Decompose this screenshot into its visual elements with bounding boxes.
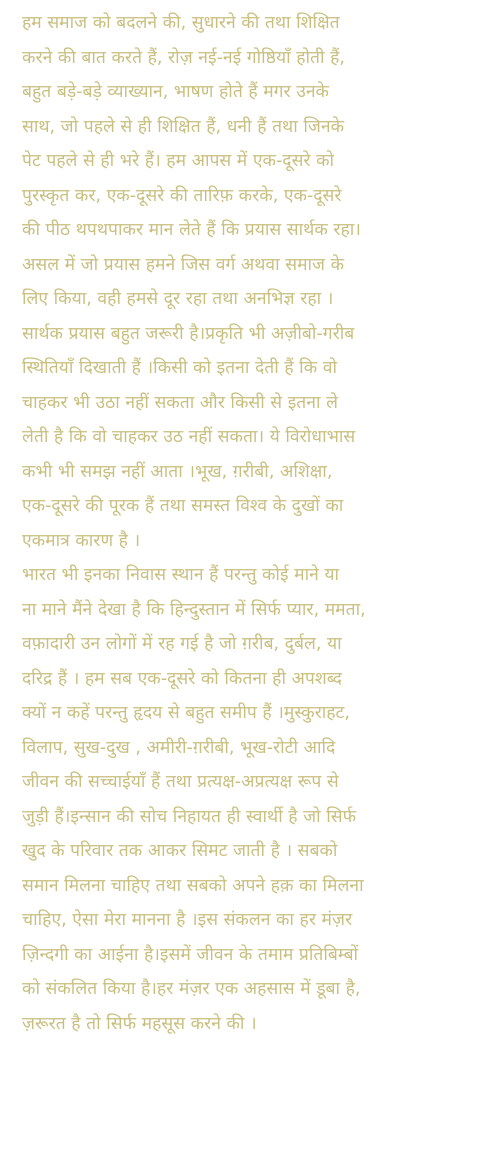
text-line: की पीठ थपथपाकर मान लेते हैं कि प्रयास सार्थक रहा। — [22, 220, 361, 240]
text-line: स्थितियाँ दिखाती हैं ।किसी को इतना देती हैं कि वो — [22, 358, 337, 378]
text-line: सार्थक प्रयास बहुत जरूरी है।प्रकृति भी अज़ीबो-गरीब — [22, 323, 355, 344]
text-line: दरिद्र हैं । हम सब एक-दूसरे को कितना ही अपशब्द — [22, 668, 342, 689]
text-line: खुद के परिवार तक आकर सिमट जाती है । सबको — [22, 841, 338, 861]
text-line: क्यों न कहें परन्तु हृदय से बहुत समीप हैं ।मुस्कुराहट, — [22, 703, 350, 723]
text-line: चाहकर भी उठा नहीं सकता और किसी से इतना ले — [22, 392, 338, 413]
text-line: वफ़ादारी उन लोगों में रह गई है जो ग़रीब, दुर्बल, या — [22, 634, 342, 654]
text-line: पुरस्कृत कर, एक-दूसरे की तारिफ़ करके, एक-दूसरे — [22, 185, 342, 206]
text-line: एकमात्र कारण है । — [22, 530, 141, 551]
text-line: समान मिलना चाहिए तथा सबको अपने हक़ का मिलना — [22, 875, 364, 896]
text-line: लिए किया, वही हमसे दूर रहा तथा अनभिज्ञ रहा । — [22, 289, 334, 309]
text-line: विलाप, सुख-दुख , अमीरी-ग़रीबी, भूख-रोटी आदि — [22, 737, 336, 758]
text-line: असल में जो प्रयास हमने जिस वर्ग अथवा समाज के — [22, 254, 345, 275]
text-line: हम समाज को बदलने की, सुधारने की तथा शिक्षित — [22, 13, 340, 33]
text-line: चाहिए, ऐसा मेरा मानना है ।इस संकलन का हर मंज़र — [22, 910, 353, 930]
text-line: ना माने मैंने देखा है कि हिन्दुस्तान में सिर्फ प्यार, ममता, — [22, 599, 366, 620]
text-line: भारत भी इनका निवास स्थान हैं परन्तु कोई माने या — [22, 565, 340, 585]
text-line: ज़रूरत है तो सिर्फ महसूस करने की । — [22, 1013, 257, 1034]
text-line: जुड़ी हैं।इन्सान की सोच निहायत ही स्वार्थी है जो सिर्फ — [22, 806, 357, 827]
text-line: जीवन की सच्चाईयाँ हैं तथा प्रत्यक्ष-अप्रत्यक्ष रूप से — [22, 772, 339, 792]
document-body — [22, 6, 467, 1041]
paragraph-1 — [22, 6, 467, 558]
text-line: बहुत बड़े-बड़े व्याख्यान, भाषण होते हैं मगर उनके — [22, 82, 329, 102]
text-line: को संकलित किया है।हर मंज़र एक अहसास में डूबा है, — [22, 979, 361, 999]
paragraph-2 — [22, 558, 467, 1041]
text-line: पेट पहले से ही भरे हैं। हम आपस में एक-दूसरे को — [22, 151, 335, 171]
text-line: कभी भी समझ नहीं आता ।भूख, ग़रीबी, अशिक्षा, — [22, 461, 333, 482]
text-line: करने की बात करते हैं, रोज़ नई-नई गोष्ठियाँ होती हैं, — [22, 47, 345, 68]
text-line: एक-दूसरे की पूरक हैं तथा समस्त विश्व के दुखों का — [22, 496, 344, 516]
text-line: साथ, जो पहले से ही शिक्षित हैं, धनी हैं तथा जिनके — [22, 116, 345, 137]
text-line: ज़िन्दगी का आईना है।इसमें जीवन के तमाम प्रतिबिम्बों — [22, 944, 359, 965]
text-line: लेती है कि वो चाहकर उठ नहीं सकता। ये विरोधाभास — [22, 427, 356, 447]
